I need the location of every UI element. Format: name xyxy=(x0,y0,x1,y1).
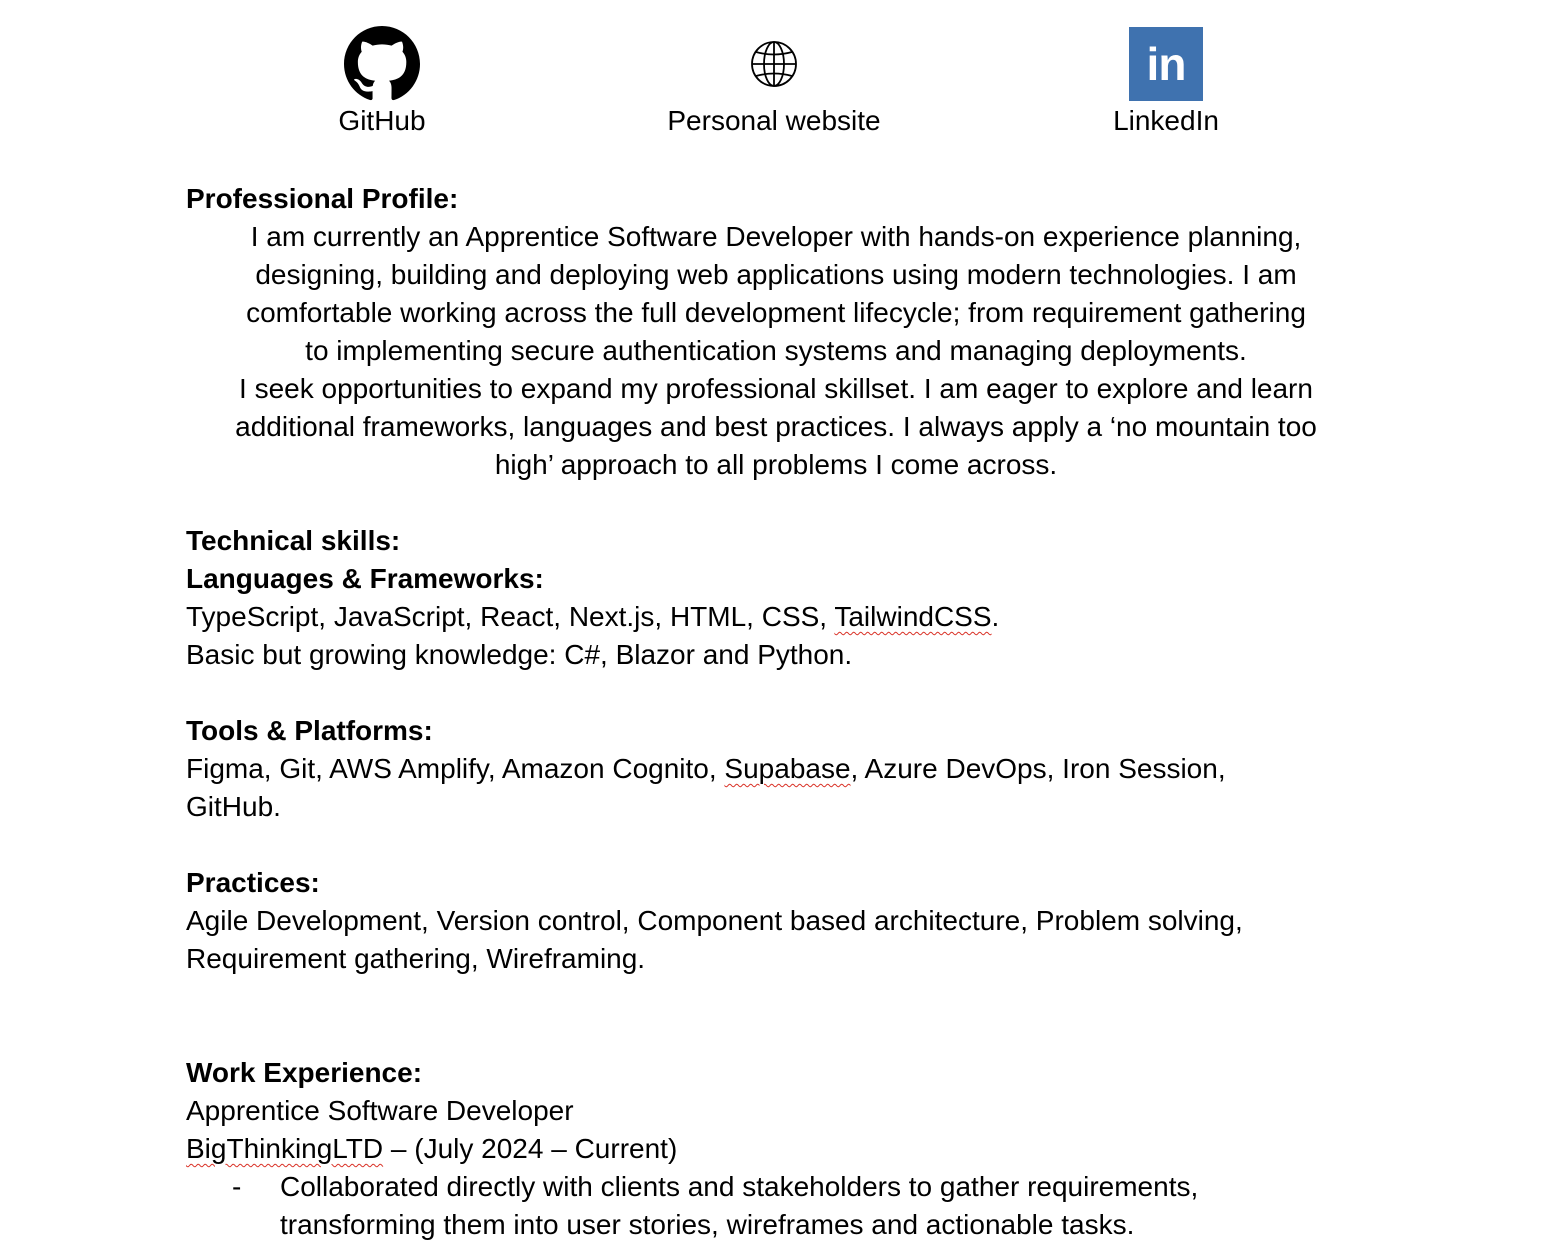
contact-links xyxy=(0,26,1548,146)
profile-line-6: additional frameworks, languages and best practices. I always apply a ‘no mountain too xyxy=(235,411,1317,442)
job-company-dates xyxy=(186,1130,1366,1168)
globe-icon xyxy=(749,39,799,89)
profile-line-1: I am currently an Apprentice Software Developer with hands-on experience planning, xyxy=(250,221,1302,252)
spacer xyxy=(186,484,1366,522)
practices-line-2: Requirement gathering, Wireframing. xyxy=(186,943,646,974)
linkedin-link[interactable] xyxy=(1016,26,1316,140)
profile-line-2: designing, building and deploying web applications using modern technologies. I am xyxy=(255,259,1297,290)
tools-suffix: , Azure DevOps, Iron Session, xyxy=(850,753,1226,784)
skills-heading: Technical skills: xyxy=(186,525,401,556)
spacer xyxy=(186,978,1366,1054)
profile-line-7: high’ approach to all problems I come across. xyxy=(494,449,1058,480)
bullet-marker: - xyxy=(232,1171,242,1202)
profile-heading: Professional Profile: xyxy=(186,183,459,214)
website-label: Personal website xyxy=(667,105,881,136)
job-role: Apprentice Software Developer xyxy=(186,1095,574,1126)
bullet-line-2: transforming them into user stories, wireframes and actionable tasks. xyxy=(280,1209,1135,1240)
website-link[interactable] xyxy=(624,26,924,140)
github-label: GitHub xyxy=(338,105,426,136)
tools-text: Figma, Git, AWS Amplify, Amazon Cognito, xyxy=(186,753,725,784)
linkedin-icon-text: in xyxy=(1146,38,1186,90)
github-icon-wrap xyxy=(232,26,532,102)
profile-line-5: I seek opportunities to expand my professional skillset. I am eager to explore and learn xyxy=(239,373,1313,404)
job-dates: – (July 2024 – Current) xyxy=(383,1133,678,1164)
tools-heading: Tools & Platforms: xyxy=(186,715,433,746)
professional-profile-section xyxy=(186,180,1366,484)
company-name: BigThinkingLTD xyxy=(186,1133,384,1164)
linkedin-label: LinkedIn xyxy=(1113,105,1219,136)
supabase-flagged-word: Supabase xyxy=(724,753,851,784)
work-experience-section xyxy=(186,1054,1366,1244)
profile-line-3: comfortable working across the full development lifecycle; from requirement gathering xyxy=(246,297,1306,328)
languages-heading: Languages & Frameworks: xyxy=(186,563,544,594)
work-heading: Work Experience: xyxy=(186,1057,423,1088)
languages-list xyxy=(186,598,1366,636)
tailwindcss-flagged-word: TailwindCSS xyxy=(834,601,992,632)
tools-list xyxy=(186,750,1366,788)
github-icon xyxy=(344,26,420,102)
spacer xyxy=(186,674,1366,712)
spacer xyxy=(186,826,1366,864)
basic-knowledge: Basic but growing knowledge: C#, Blazor and Python. xyxy=(186,639,853,670)
practices-heading: Practices: xyxy=(186,867,320,898)
github-link[interactable] xyxy=(232,26,532,140)
bullet-line-1: Collaborated directly with clients and stakeholders to gather requirements, xyxy=(280,1171,1199,1202)
job-bullet-list xyxy=(186,1168,1366,1244)
profile-line-4: to implementing secure authentication systems and managing deployments. xyxy=(305,335,1247,366)
practices-line-1: Agile Development, Version control, Component based architecture, Problem solving, xyxy=(186,905,1243,936)
languages-text: TypeScript, JavaScript, React, Next.js, HTML, CSS, xyxy=(186,601,835,632)
linkedin-icon-wrap xyxy=(1016,26,1316,102)
technical-skills-section xyxy=(186,522,1366,978)
linkedin-icon xyxy=(1129,27,1203,101)
list-item xyxy=(186,1168,1366,1244)
globe-icon-wrap xyxy=(624,26,924,102)
resume-body xyxy=(186,180,1366,1244)
tools-list-line-2: GitHub. xyxy=(186,791,281,822)
languages-suffix: . xyxy=(991,601,1000,632)
